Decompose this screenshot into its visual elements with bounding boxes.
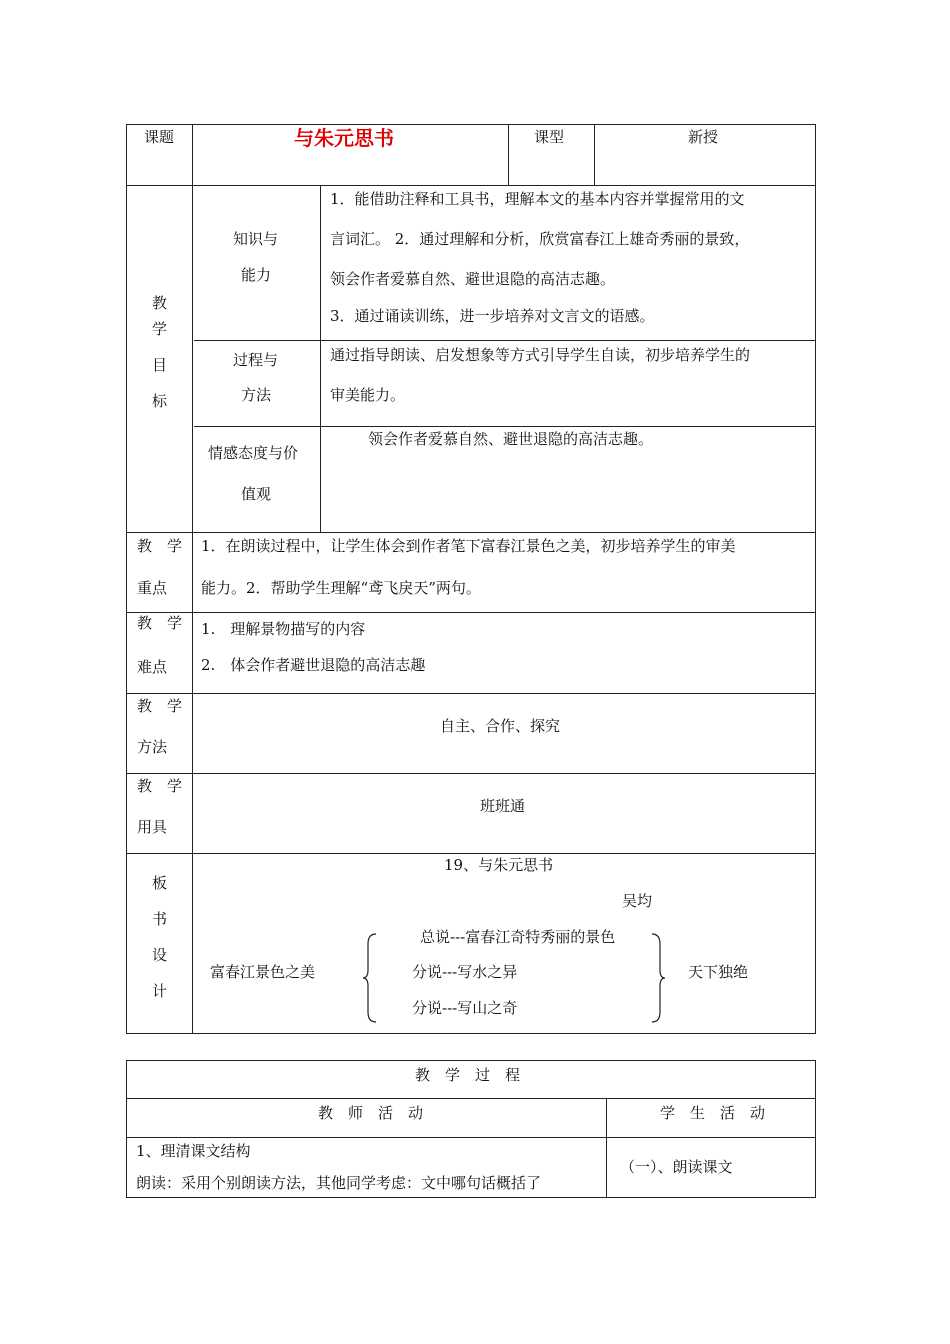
board-label-char: 书 <box>152 910 168 928</box>
board-heading: 19、与朱元思书 <box>444 856 554 874</box>
lesson-title: 与朱元思书 <box>294 126 394 150</box>
method-value: 自主、合作、探究 <box>440 717 561 735</box>
student-activity-text: （一）、朗读课文 <box>620 1158 733 1176</box>
tools-value: 班班通 <box>480 797 526 815</box>
lesson-type-label: 课型 <box>534 128 565 146</box>
process-line: 通过指导朗读、启发想象等方式引导学生自读，初步培养学生的 <box>330 346 751 364</box>
knowledge-line: 3．通过诵读训练，进一步培养对文言文的语感。 <box>330 307 655 325</box>
knowledge-line: 1．能借助注释和工具书，理解本文的基本内容并掌握常用的文 <box>330 190 745 208</box>
difficulty-label: 教 学 <box>137 614 183 632</box>
difficulty-line: 2. 体会作者避世退隐的高洁志趣 <box>201 656 426 674</box>
process-label: 方法 <box>241 386 272 404</box>
process-line: 审美能力。 <box>330 386 406 404</box>
knowledge-label: 知识与 <box>233 230 279 248</box>
focus-line: 能力。2．帮助学生理解“鸢飞戾天”两句。 <box>201 579 481 597</box>
tools-label: 用具 <box>137 818 168 836</box>
lesson-type-value: 新授 <box>688 128 719 146</box>
difficulty-label: 难点 <box>137 658 168 676</box>
board-label-char: 计 <box>152 982 168 1000</box>
board-item: 分说---写水之异 <box>412 963 518 981</box>
objectives-label-char: 教 <box>152 294 168 312</box>
knowledge-label: 能力 <box>241 266 272 284</box>
topic-label: 课题 <box>144 128 175 146</box>
board-label-char: 设 <box>152 946 168 964</box>
focus-line: 1．在朗读过程中，让学生体会到作者笔下富春江景色之美，初步培养学生的审美 <box>201 537 736 555</box>
emotion-label: 值观 <box>241 485 272 503</box>
emotion-text: 领会作者爱慕自然、避世退隐的高洁志趣。 <box>368 430 654 448</box>
board-left-text: 富春江景色之美 <box>210 963 316 981</box>
focus-label: 重点 <box>137 579 168 597</box>
board-label-char: 板 <box>152 874 168 892</box>
objectives-label-char: 标 <box>152 392 168 410</box>
teacher-activity-header: 教 师 活 动 <box>318 1104 424 1122</box>
objectives-label-char: 目 <box>152 356 168 374</box>
board-author: 吴均 <box>622 892 653 910</box>
board-item: 总说---富春江奇特秀丽的景色 <box>420 928 616 946</box>
knowledge-line: 言词汇。 2．通过理解和分析，欣赏富春江上雄奇秀丽的景致， <box>330 230 750 248</box>
teacher-activity-line: 1、理清课文结构 <box>136 1142 251 1160</box>
board-item: 分说---写山之奇 <box>412 999 518 1017</box>
teacher-activity-line: 朗读：采用个别朗读方法，其他同学考虑：文中哪句话概括了 <box>136 1174 542 1192</box>
focus-label: 教 学 <box>137 537 183 555</box>
tools-label: 教 学 <box>137 777 183 795</box>
right-brace-icon <box>648 932 666 1024</box>
board-right-text: 天下独绝 <box>688 963 749 981</box>
objectives-label-char: 学 <box>152 320 168 338</box>
process-label: 过程与 <box>233 351 279 369</box>
method-label: 教 学 <box>137 697 183 715</box>
knowledge-line: 领会作者爱慕自然、避世退隐的高洁志趣。 <box>330 270 616 288</box>
emotion-label: 情感态度与价 <box>208 444 299 462</box>
method-label: 方法 <box>137 738 168 756</box>
left-brace-icon <box>362 932 380 1024</box>
student-activity-header: 学 生 活 动 <box>660 1104 766 1122</box>
process-table-title: 教 学 过 程 <box>415 1066 521 1084</box>
difficulty-line: 1. 理解景物描写的内容 <box>201 620 366 638</box>
